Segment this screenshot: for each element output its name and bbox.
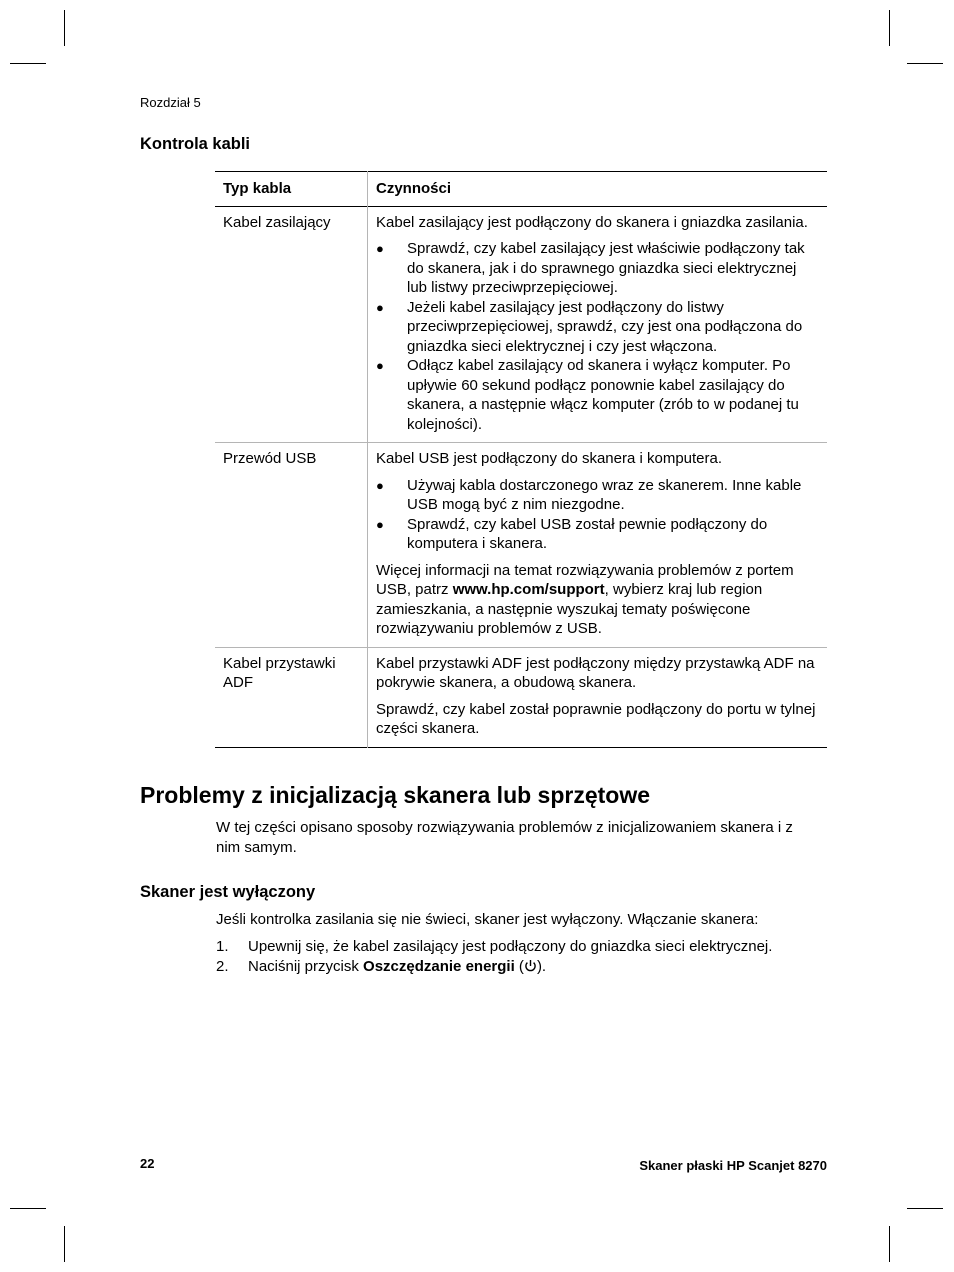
row-intro: Kabel przystawki ADF jest podłączony między przystawką ADF na pokrywie skanera, a obudową skanera. — [376, 654, 815, 691]
table-row — [215, 647, 827, 747]
column-header: Typ kabla — [215, 172, 368, 207]
section-title-off: Skaner jest wyłączony — [140, 883, 316, 901]
chapter-label: Rozdział 5 — [140, 95, 201, 110]
bullet-list — [376, 239, 819, 434]
table-row — [215, 206, 827, 443]
list-item — [216, 937, 772, 957]
list-item: ● Sprawdź, czy kabel USB został pewnie podłączony do komputera i skanera. — [376, 515, 768, 552]
column-header: Czynności — [376, 180, 452, 197]
table-header-row — [215, 172, 827, 207]
crop-mark — [889, 10, 890, 46]
power-icon — [524, 959, 537, 979]
bullet-icon: ● — [376, 358, 384, 373]
crop-mark — [64, 1226, 65, 1262]
steps-list — [216, 937, 772, 978]
off-intro: Jeśli kontrolka zasilania się nie świeci, skaner jest wyłączony. Włączanie skanera: — [216, 911, 759, 928]
bullet-icon: ● — [376, 477, 384, 493]
crop-mark — [889, 1226, 890, 1262]
step-number: 1. — [216, 938, 229, 955]
cable-type: Kabel zasilający — [215, 206, 368, 443]
list-item: ● Jeżeli kabel zasilający jest podłączony do listwy przeciwprzepięciowej, sprawdź, czy jest ona podłączona do gniazdka sieci elektrycznej i czy jest włączona. — [376, 298, 803, 355]
cable-actions — [368, 206, 828, 443]
support-link[interactable]: www.hp.com/support — [452, 581, 605, 598]
cable-actions — [368, 647, 828, 747]
row-note: Więcej informacji na temat rozwiązywania problemów z portem USB, patrz www.hp.com/support, wybierz kraj lub region zamieszkania, a następnie wyszukaj tematy poświęcone rozwiązywaniu problemów z USB. — [376, 561, 794, 637]
list-item: 2. Naciśnij przycisk Oszczędzanie energii ( ). — [216, 957, 772, 979]
step-number: 2. — [216, 957, 229, 975]
crop-mark — [64, 10, 65, 46]
cable-type: Przewód USB — [215, 443, 368, 648]
init-intro: W tej części opisano sposoby rozwiązywania problemów z inicjalizowaniem skanera i z nim samym. — [216, 819, 793, 856]
section-title-cables: Kontrola kabli — [140, 135, 251, 153]
crop-mark — [10, 1208, 46, 1209]
cable-table — [215, 171, 827, 748]
page-number: 22 — [140, 1156, 155, 1171]
product-name: Skaner płaski HP Scanjet 8270 — [639, 1158, 827, 1173]
section-title-init: Problemy z inicjalizacją skanera lub sprzętowe — [140, 782, 651, 808]
list-item: ● Sprawdź, czy kabel zasilający jest właściwie podłączony tak do skanera, jak i do sprawnego gniazdka sieci elektrycznej lub listwy przeciwprzepięciowej. — [376, 240, 805, 296]
crop-mark — [10, 63, 46, 64]
row-note: Sprawdź, czy kabel został poprawnie podłączony do portu w tylnej części skanera. — [376, 700, 816, 737]
row-intro: Kabel USB jest podłączony do skanera i komputera. — [376, 450, 723, 467]
table-row — [215, 443, 827, 648]
cable-type: Kabel przystawki ADF — [215, 647, 368, 747]
cable-actions — [368, 443, 828, 648]
row-intro: Kabel zasilający jest podłączony do skanera i gniazdka zasilania. — [376, 213, 808, 231]
bullet-list — [376, 476, 819, 554]
power-save-label: Oszczędzanie energii — [363, 957, 515, 975]
list-item: ● Używaj kabla dostarczonego wraz ze skanerem. Inne kable USB mogą być z nim niezgodne. — [376, 476, 802, 513]
crop-mark — [907, 63, 943, 64]
bullet-icon: ● — [376, 241, 384, 256]
bullet-icon: ● — [376, 299, 384, 315]
list-item: ● Odłącz kabel zasilający od skanera i wyłącz komputer. Po upływie 60 sekund podłącz ponownie kabel zasilający do skanera, a następnie włącz komputer (zrób to w podanej tu kolejności). — [376, 357, 799, 433]
step-text: Upewnij się, że kabel zasilający jest podłączony do gniazdka sieci elektrycznej. — [248, 938, 773, 955]
bullet-icon: ● — [376, 516, 384, 532]
crop-mark — [907, 1208, 943, 1209]
